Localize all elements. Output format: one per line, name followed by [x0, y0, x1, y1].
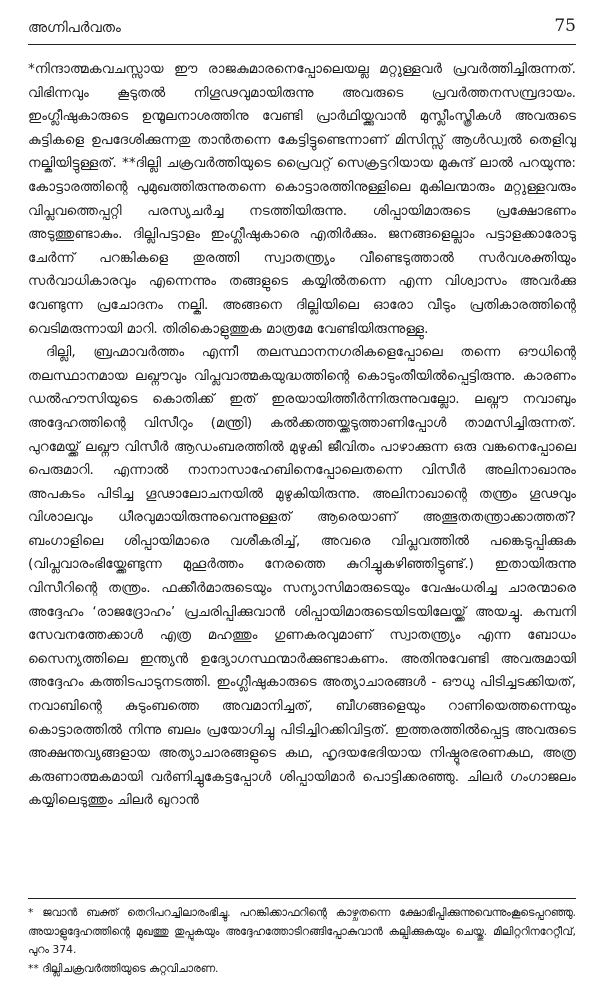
page-header [28, 14, 576, 45]
paragraph: ദില്ലി, ബ്രഹ്മാവർത്തം എന്നീ തലസ്ഥാനനഗരികളെപ്പോലെ തന്നെ ഔധിന്റെ തലസ്ഥാനമായ ലഖ്നൗവും വിപ്ലവാത്മകയുദ്ധത്തിന്റെ കൊടുംതീയിൽപ്പെട്ടിരുന്നു. കാരണം ഡൽഹൗസിയുടെ കൊതിക്ക് ഇത് ഇരയായിത്തീർന്നിരുന്നുവല്ലോ. ലഖ്നൗ നവാബും അദ്ദേഹത്തിന്റെ വിസീറും (മന്ത്രി) കൽക്കത്തയ്ക്കടുത്താണിപ്പോൾ താമസിച്ചിരുന്നത്. പുറമേയ്ക്ക് ലഖ്നൗ വിസീർ ആഡംബരത്തിൽ മുഴുകി ജീവിതം പാഴാക്കുന്ന ഒരു വങ്കനെപ്പോലെ പെരുമാറി. എന്നാൽ നാനാസാഹേബിനെപ്പോലെതന്നെ വിസീർ അലിനാഖാനും അപകടം പിടിച്ച ഗൂഢാലോചനയിൽ മുഴുകിയിരുന്നു. അലിനാഖാന്റെ തന്ത്രം ഗൂഢവും വിശാലവും ധീരവുമായിരുന്നുവെന്നുള്ളത് ആരെയാണ് അത്ഭുതതന്ത്രാക്കാത്തത്? ബംഗാളിലെ ശിപ്പായിമാരെ വശീകരിച്ച്, അവരെ വിപ്ലവത്തിൽ പങ്കെടുപ്പിക്കുക (വിപ്ലവാരംഭിയ്ക്കേണ്ടുന്ന മുഹൂർത്തം നേരത്തെ കുറിച്ചുകഴിഞ്ഞിട്ടുണ്ട്.) ഇതായിരുന്നു വിസീറിന്റെ തന്ത്രം. ഫക്കീർമാരുടെയും സന്യാസിമാരുടെയും വേഷംധരിച്ച ചാരന്മാരെ അദ്ദേഹം ‘രാജദ്രോഹം’ പ്രചരിപ്പിക്കുവാൻ ശിപ്പായിമാരുടെയിടയിലേയ്ക്ക് അയച്ചു. കമ്പനി സേവനത്തേക്കാൾ എത്ര മഹത്തും ഗുണകരവുമാണ് സ്വാതന്ത്ര്യം എന്ന ബോധം സൈന്യത്തിലെ ഇന്ത്യൻ ഉദ്യോഗസ്ഥന്മാർക്കുണ്ടാകണം. അതിനുവേണ്ടി അവരുമായി അദ്ദേഹം കത്തിടപാടുനടത്തി. ഇംഗ്ലീഷുകാരുടെ അത്യാചാരങ്ങൾ - ഔധു പിടിച്ചടക്കിയത്, നവാബിന്റെ കുടുംബത്തെ അവമാനിച്ചത്, ബീഗങ്ങളെയും റാണിയെത്തന്നെയും കൊട്ടാരത്തിൽ നിന്നു ബലം പ്രയോഗിച്ചു പിടിച്ചിറക്കിവിട്ടത്. ഇത്തരത്തിൽപ്പെട്ട അവരുടെ അക്ഷന്തവ്യങ്ങളായ അത്യാചാരങ്ങളുടെ കഥ, ഹൃദയഭേദിയായ നിഷ്ഠൂരഭരണകഥ, അത്ര കരുണാത്മകമായി വർണിച്ചുകേട്ടപ്പോൾ ശിപ്പായിമാർ പൊട്ടിക്കരഞ്ഞു. ചിലർ ഗംഗാജലം കയ്യിലെടുത്തും ചിലർ ഖുറാൻ [28, 344, 576, 809]
footnote: * ജവാൻ ബക്ത് തെറിപറച്ചിലാരംഭിച്ചു. പറങ്കിക്കാഫറിന്റെ കാഴ്ചതന്നെ ക്ഷോഭിപ്പിക്കുന്നുവെന്നുംകൂടെപ്പറഞ്ഞു. അയാളുദ്ദേഹത്തിന്റെ മുഖത്തു തുപ്പുകയും അദ്ദേഹത്തോടിറങ്ങിപ്പോകുവാൻ കല്പിക്കുകയും ചെയ്തു. മിലിറ്ററിനറേറ്റീവ്, പുറം 374. [28, 906, 576, 956]
page-number: 75 [554, 16, 576, 36]
paragraph: *നിന്ദാത്മകവചസ്സായ ഈ രാജകുമാരനെപ്പോലെയല്ല മറ്റുള്ളവർ പ്രവർത്തിച്ചിരുന്നത്. വിഭിന്നവും കൂടുതൽ നിഗൂഢവുമായിരുന്നു അവരുടെ പ്രവർത്തനസമ്പ്രദായം. ഇംഗ്ലീഷുകാരുടെ ഉന്മൂലനാശത്തിനു വേണ്ടി പ്രാർഥിയ്ക്കുവാൻ മുസ്ലീംസ്ത്രീകൾ അവരുടെ കുട്ടികളെ ഉപദേശിക്കുന്നതു താൻതന്നെ കേട്ടിട്ടുണ്ടെന്നാണ് മിസിസ്സ് ആൾഡ്വൽ തെളിവു നല്കിയിട്ടുള്ളത്. **ദില്ലി ചക്രവർത്തിയുടെ പ്രൈവറ്റ് സെക്രട്ടറിയായ മുകുന്ദ് ലാൽ പറയുന്നു: കോട്ടാരത്തിന്റെ പുമുഖത്തിരുന്നുതന്നെ കൊട്ടാരത്തിനുള്ളിലെ മുകിലന്മാരും മറ്റുള്ളവരും വിപ്ലവത്തെപ്പറ്റി പരസ്യചർച്ച നടത്തിയിരുന്നു. ശിപ്പായിമാരുടെ പ്രക്ഷോഭണം അടുത്തുണ്ടാകും. ദില്ലിപട്ടാളം ഇംഗ്ലീഷുകാരെ എതിർക്കും. ജനങ്ങളെല്ലാം പട്ടാളക്കാരോടു ചേർന്ന് പറങ്കികളെ തുരത്തി സ്വാതന്ത്ര്യം വീണ്ടെടുത്താൽ സർവശക്തിയും സർവാധികാരവും എന്നെന്നും തങ്ങളുടെ കയ്യിൽതന്നെ എന്ന വിശ്വാസം അവർക്കു വേണ്ടുന്ന പ്രചോദനം നല്കി. അങ്ങനെ ദില്ലിയിലെ ഓരോ വീടും പ്രതികാരത്തിന്റെ വെടിമരുന്നായി മാറി. തിരികൊളുത്തുക മാത്രമേ വേണ്ടിയിരുന്നുള്ളു. [28, 61, 576, 337]
body-text [28, 58, 576, 813]
footnote-divider [28, 898, 576, 899]
running-title: അഗ്നിപർവതം [28, 20, 121, 36]
footnotes [28, 904, 576, 978]
footnote: ** ദില്ലിചക്രവർത്തിയുടെ കുറ്റവിചാരണ. [28, 961, 219, 975]
